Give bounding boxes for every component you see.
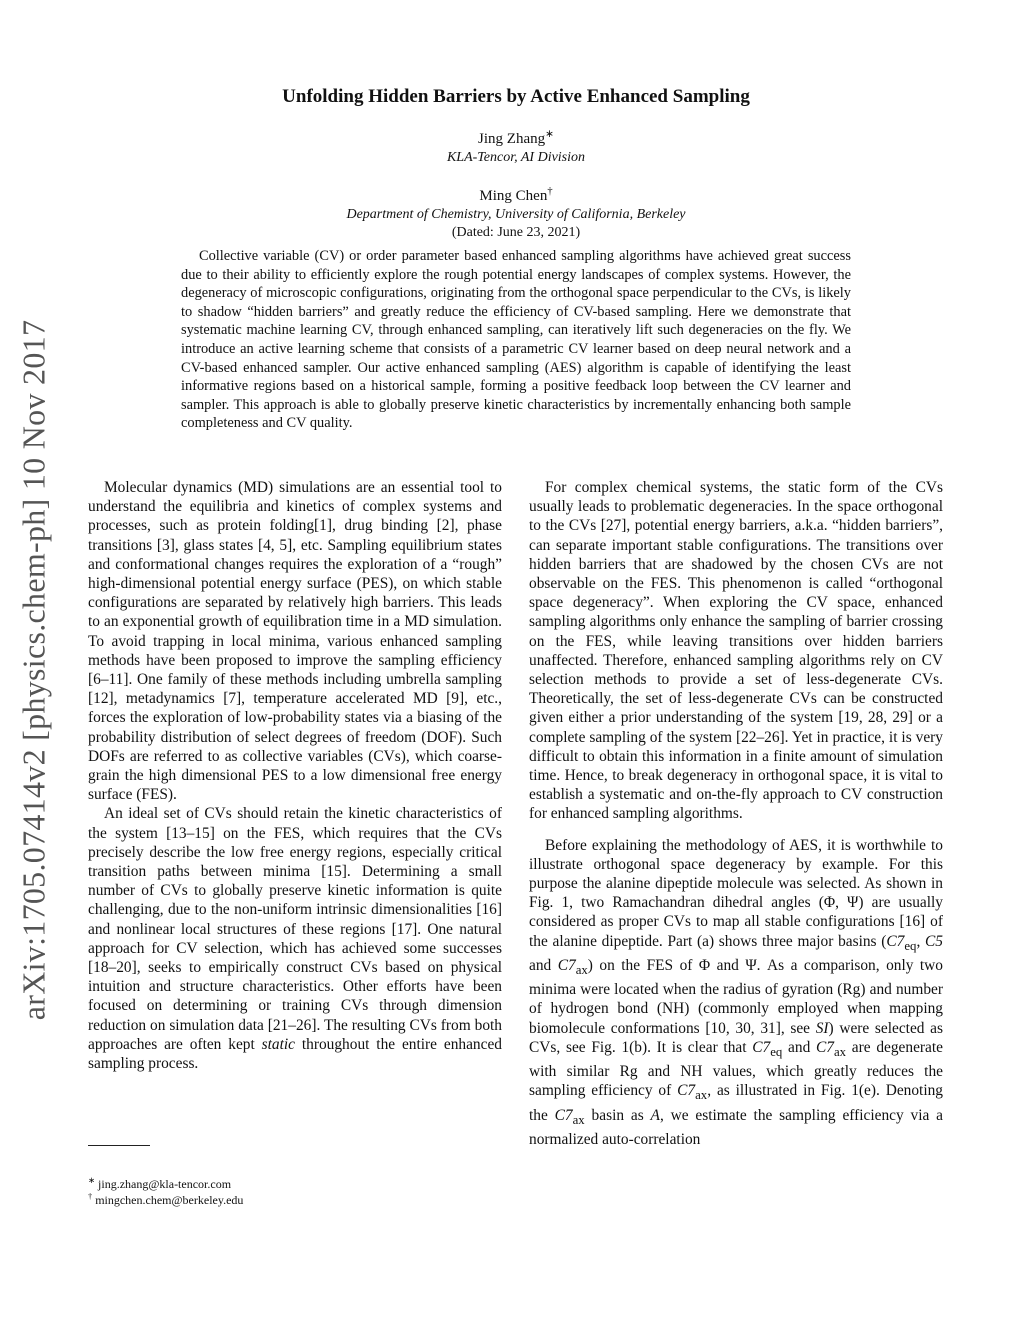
paragraph-intro: Molecular dynamics (MD) simulations are an essential tool to understand the equilibria and kinetics of complex systems and processes, such as protein folding[1], drug binding [2], phase transitions [3], glass states [4, 5], etc. Sampling equilibrium states and conformational changes requires the exploration of a “rough” high-dimensional potential energy surface (PES), on which stable configurations are separated by relatively high barriers. This leads to an exponential growth of equilibration time in a MD simulation. To avoid trapping in local minima, various enhanced sampling methods have been proposed to improve the sampling efficiency [6–11]. One family of these methods including umbrella sampling [12], metadynamics [7], temperature accelerated MD [9], etc., forces the exploration of low-probability states via a biasing of the probability distribution of select degrees of freedom (DOF). Such DOFs are referred to as collective variables (CVs), which coarse-grain the high dimensional PES to a low dimensional free energy surface (FES). — [88, 479, 502, 804]
paragraph-degeneracy: For complex chemical systems, the static form of the CVs usually leads to problematic degeneracies. In the space orthogonal to the CVs [27], potential energy barriers, a.k.a. “hidden barriers”, can separate important stable configurations. The transitions over hidden barriers that are shadowed by the chosen CVs are not observable on the FES. This phenomenon is called “orthogonal space degeneracy”. When exploring the CV space, enhanced sampling algorithms only enhance the sampling of barrier crossing on the FES, while leaving transitions over hidden barriers unaffected. Therefore, enhanced sampling algorithms rely on CV selection methods to provide a set of less-degenerate CVs. Theoretically, the set of less-degenerate CVs can be constructed given either a prior understanding of the system [19, 28, 29] or a complete sampling of the system [22–26]. Yet in practice, it is very difficult to obtain this information in a finite amount of simulation time. Hence, to break degeneracy in orthogonal space, it is vital to establish a systematic and on-the-fly approach to CV construction for enhanced sampling algorithms. — [529, 479, 943, 823]
author-2-name: Ming Chen† — [479, 186, 553, 204]
dated-line: (Dated: June 23, 2021) — [451, 225, 581, 240]
left-column — [88, 478, 502, 1073]
right-column — [529, 478, 943, 1149]
author-1-name: Jing Zhang∗ — [478, 129, 554, 147]
author-2-affiliation: Department of Chemistry, University of California, Berkeley — [346, 207, 686, 222]
footnotes — [88, 1176, 502, 1208]
arxiv-identifier-sidebar — [14, 290, 54, 1050]
abstract: Collective variable (CV) or order parameter based enhanced sampling algorithms have achieved great success due to their ability to efficiently explore the rough potential energy landscapes of complex systems. However, the degeneracy of microscopic configurations, originating from the orthogonal space perpendicular to the CVs, is likely to shadow “hidden barriers” and greatly reduce the efficiency of CV-based sampling. Here we demonstrate that systematic machine learning CV, through enhanced sampling, can iteratively lift such degeneracies on the fly. We introduce an active learning scheme that consists of a parametric CV learner based on deep neural network and a CV-based enhanced sampler. Our active enhanced sampling (AES) algorithm is capable of identifying the least informative regions based on a historical sample, forming a positive feedback loop between the CV learner and sampler. This approach is able to globally preserve kinetic characteristics by incrementally enhancing both sample completeness and CV quality. — [181, 248, 851, 432]
arxiv-identifier: arXiv:1705.07414v2 [physics.chem-ph] 10 Nov 2017 — [15, 319, 52, 1021]
paper-title: Unfolding Hidden Barriers by Active Enhanced Sampling — [282, 86, 750, 107]
paragraph-example: Before explaining the methodology of AES, it is worthwhile to illustrate orthogonal space degeneracy by example. For this purpose the alanine dipeptide molecule was selected. As shown in Fig. 1, two Ramachandran dihedral angles (Φ, Ψ) are usually considered as proper CVs to map all stable configurations [16] of the alanine dipeptide. Part (a) shows three major basins ($C7_{eq}$, C5 and $C7_{ax}$) on the FES of Φ and Ψ. As a comparison, only two minima were located when the radius of gyration (Rg) and number of hydrogen bond (NH) (commonly employed when mapping biomolecule conformations [10, 30, 31], see SI) were selected as CVs, see Fig. 1(b). It is clear that $C7_{eq}$ and $C7_{ax}$ are degenerate with similar Rg and NH values, which greatly reduces the sampling efficiency of $C7_{ax}$, as illustrated in Fig. 1(e). Denoting the $C7_{ax}$ basin as A, we estimate the sampling efficiency via a normalized auto-correlation — [529, 836, 943, 1148]
author-1-affiliation: KLA-Tencor, AI Division — [446, 150, 586, 165]
footnote-email-1: ∗ jing.zhang@kla-tencor.com — [88, 1176, 232, 1191]
paragraph-ideal-cvs: An ideal set of CVs should retain the kinetic characteristics of the system [13–15] on the FES, which requires that the CVs precisely describe the low free energy regions, especially critical transition paths between minima [15]. Determining a small number of CVs to globally preserve kinetic information is quite challenging, due to the non-uniform intrinsic dimensionalities [16] and nonlinear local structures of these regions [17]. One natural approach for CV selection, which has achieved some successes [18–20], seeks to empirically construct CVs based on physical intuition and structure characteristics. Other efforts have been focused on determining or training CVs through dimension reduction on simulation data [21–26]. The resulting CVs from both approaches are often kept static throughout the entire enhanced sampling process. — [88, 805, 502, 1073]
footnote-email-2: † mingchen.chem@berkeley.edu — [88, 1192, 244, 1207]
footnote-rule — [88, 1145, 150, 1146]
